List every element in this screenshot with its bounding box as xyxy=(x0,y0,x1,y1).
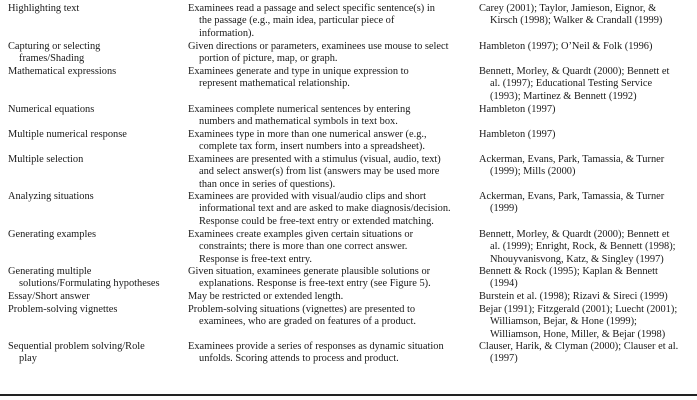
description-cell-line: explanations. Response is free-text entry (see Figure 5). xyxy=(199,278,431,290)
format-cell-line: frames/Shading xyxy=(19,53,85,65)
references-cell-line: Burstein et al. (1998); Rizavi & Sireci (1999) xyxy=(479,291,668,302)
references-cell-line: Nhouyvanisvong, Katz, & Singley (1997) xyxy=(490,253,664,265)
description-cell-line: Response could be free-text entry or extended matching. xyxy=(199,215,434,227)
references-cell xyxy=(479,41,694,53)
format-cell-line: Essay/Short answer xyxy=(8,291,90,302)
description-cell xyxy=(188,191,478,228)
references-cell-line: al. (1997); Educational Testing Service xyxy=(490,78,653,90)
description-cell xyxy=(188,3,478,40)
description-cell xyxy=(188,41,478,66)
references-cell-line: Hambleton (1997); O’Neil & Folk (1996) xyxy=(479,41,653,52)
description-cell-line: Examinees provide a series of responses as dynamic situation xyxy=(188,341,444,352)
references-cell xyxy=(479,266,694,291)
references-cell xyxy=(479,304,694,341)
references-cell xyxy=(479,191,694,216)
format-cell xyxy=(8,154,208,166)
description-cell xyxy=(188,291,478,303)
format-cell-line: play xyxy=(19,353,37,365)
format-cell-line: Analyzing situations xyxy=(8,191,94,202)
description-cell xyxy=(188,266,478,291)
description-cell-line: portion of picture, map, or graph. xyxy=(199,53,338,65)
description-cell-line: information). xyxy=(199,27,255,39)
references-cell xyxy=(479,341,694,366)
description-cell-line: examinees, who are graded on features of a product. xyxy=(199,316,416,328)
format-cell xyxy=(8,41,208,66)
format-cell xyxy=(8,291,208,303)
format-cell-line: Numerical equations xyxy=(8,104,95,115)
references-cell-line: Ackerman, Evans, Park, Tamassia, & Turner xyxy=(479,191,665,202)
references-cell-line: Bennett, Morley, & Quardt (2000); Bennett et xyxy=(479,66,670,77)
format-cell-line: Sequential problem solving/Role xyxy=(8,341,145,352)
format-cell xyxy=(8,191,208,203)
description-cell-line: Examinees read a passage and select specific sentence(s) in xyxy=(188,3,435,14)
table-bottom-rule xyxy=(0,394,697,396)
format-cell xyxy=(8,341,208,366)
description-cell-line: informational text and are asked to make diagnosis/decision. xyxy=(199,203,451,215)
format-cell-line: Mathematical expressions xyxy=(8,66,117,77)
description-cell-line: Given directions or parameters, examinees use mouse to select xyxy=(188,41,449,52)
description-cell xyxy=(188,129,478,154)
references-cell-line: Clauser, Harik, & Clyman (2000); Clauser et al. xyxy=(479,341,679,352)
description-cell xyxy=(188,229,478,266)
format-cell xyxy=(8,304,208,316)
references-cell-line: Kirsch (1998); Walker & Crandall (1999) xyxy=(490,15,663,27)
format-cell-line: Multiple numerical response xyxy=(8,129,127,140)
description-cell xyxy=(188,154,478,191)
description-cell-line: Examinees create examples given certain situations or xyxy=(188,229,414,240)
description-cell-line: complete tax form, insert numbers into a spreadsheet). xyxy=(199,141,425,153)
format-cell xyxy=(8,129,208,141)
description-cell-line: May be restricted or extended length. xyxy=(188,291,344,302)
description-cell xyxy=(188,341,478,366)
references-cell-line: (1999); Mills (2000) xyxy=(490,166,576,178)
description-cell-line: Examinees type in more than one numerical answer (e.g., xyxy=(188,129,427,140)
references-cell-line: Hambleton (1997) xyxy=(479,129,556,140)
description-cell-line: Examinees are presented with a stimulus (visual, audio, text) xyxy=(188,154,441,165)
format-cell xyxy=(8,229,208,241)
references-cell-line: Hambleton (1997) xyxy=(479,104,556,115)
description-cell-line: Given situation, examinees generate plausible solutions or xyxy=(188,266,431,277)
references-cell-line: (1997) xyxy=(490,353,518,365)
description-cell-line: than once in series of questions). xyxy=(199,178,336,190)
description-cell-line: constraints; there is more than one correct answer. xyxy=(199,241,408,253)
references-cell xyxy=(479,154,694,179)
references-cell-line: (1994) xyxy=(490,278,518,290)
format-cell-line: Capturing or selecting xyxy=(8,41,101,52)
format-cell-line: Highlighting text xyxy=(8,3,80,14)
description-cell-line: Examinees generate and type in unique expression to xyxy=(188,66,409,77)
format-cell xyxy=(8,104,208,116)
format-cell xyxy=(8,3,208,15)
description-cell-line: the passage (e.g., main idea, particular piece of xyxy=(199,15,395,27)
format-cell-line: Generating examples xyxy=(8,229,96,240)
format-cell xyxy=(8,266,208,291)
description-cell-line: Problem-solving situations (vignettes) are presented to xyxy=(188,304,416,315)
description-cell-line: Examinees complete numerical sentences by entering xyxy=(188,104,411,115)
format-cell-line: solutions/Formulating hypotheses xyxy=(19,278,160,290)
format-cell-line: Problem-solving vignettes xyxy=(8,304,118,315)
references-cell-line: Williamson, Hone, Miller, & Bejar (1998) xyxy=(490,328,666,340)
description-cell-line: numbers and mathematical symbols in text box. xyxy=(199,116,398,128)
references-cell xyxy=(479,66,694,103)
references-cell xyxy=(479,229,694,266)
references-cell-line: (1999) xyxy=(490,203,518,215)
references-cell xyxy=(479,291,694,303)
references-cell-line: Ackerman, Evans, Park, Tamassia, & Turner xyxy=(479,154,665,165)
description-cell-line: unfolds. Scoring attends to process and product. xyxy=(199,353,399,365)
references-cell-line: Williamson, Bejar, & Hone (1999); xyxy=(490,316,637,328)
references-cell xyxy=(479,104,694,116)
references-cell xyxy=(479,3,694,28)
description-cell-line: Response is free-text entry. xyxy=(199,253,313,265)
references-cell-line: Bennett & Rock (1995); Kaplan & Bennett xyxy=(479,266,658,277)
description-cell-line: Examinees are provided with visual/audio clips and short xyxy=(188,191,427,202)
description-cell xyxy=(188,304,478,329)
format-cell-line: Multiple selection xyxy=(8,154,84,165)
format-cell xyxy=(8,66,208,78)
references-cell-line: Bennett, Morley, & Quardt (2000); Bennett et xyxy=(479,229,670,240)
description-cell-line: represent mathematical relationship. xyxy=(199,78,350,90)
description-cell xyxy=(188,66,478,91)
references-cell-line: al. (1999); Enright, Rock, & Bennett (1998); xyxy=(490,241,676,253)
description-cell xyxy=(188,104,478,129)
references-cell-line: Carey (2001); Taylor, Jamieson, Eignor, & xyxy=(479,3,657,14)
description-cell-line: and select answer(s) from list (answers may be used more xyxy=(199,166,440,178)
format-cell-line: Generating multiple xyxy=(8,266,92,277)
references-cell-line: Bejar (1991); Fitzgerald (2001); Luecht (2001); xyxy=(479,304,678,315)
references-cell-line: (1993); Martinez & Bennett (1992) xyxy=(490,90,637,102)
references-cell xyxy=(479,129,694,141)
